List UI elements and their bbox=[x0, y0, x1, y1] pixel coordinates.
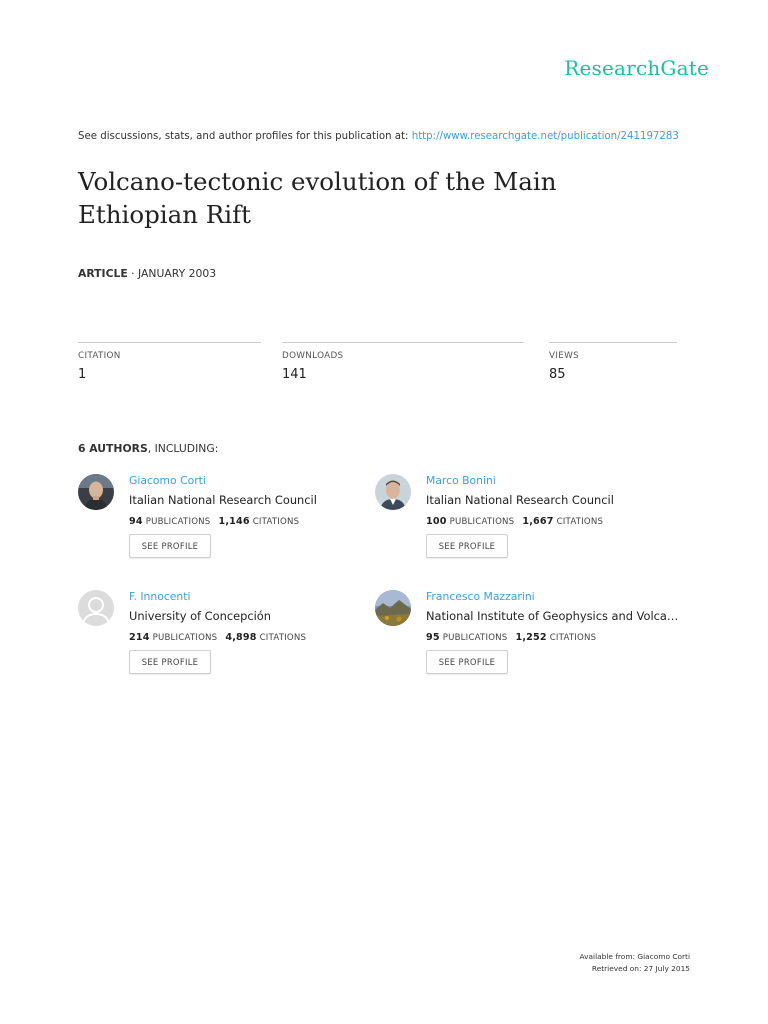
default-avatar-icon bbox=[78, 590, 114, 626]
author-name[interactable]: Giacomo Corti bbox=[129, 474, 206, 487]
stat-value: 141 bbox=[282, 367, 307, 382]
stat-citation bbox=[78, 342, 261, 382]
author-avatar[interactable] bbox=[78, 474, 114, 510]
publication-title: Volcano-tectonic evolution of the Main Ethiopian Rift bbox=[78, 167, 557, 229]
publications-count: 94 bbox=[129, 516, 143, 527]
citations-count: 4,898 bbox=[225, 632, 257, 643]
author-institution: National Institute of Geophysics and Volca… bbox=[426, 609, 679, 623]
publications-label: PUBLICATIONS bbox=[442, 633, 508, 643]
landscape-photo-icon bbox=[375, 590, 411, 626]
researchgate-logo[interactable]: ResearchGate bbox=[564, 56, 709, 80]
stat-label: VIEWS bbox=[549, 351, 579, 361]
author-name[interactable]: F. Innocenti bbox=[129, 590, 191, 603]
citations-count: 1,252 bbox=[515, 632, 547, 643]
citations-label: CITATIONS bbox=[549, 633, 597, 643]
citations-count: 1,667 bbox=[522, 516, 554, 527]
author-card bbox=[375, 590, 679, 700]
see-profile-button[interactable]: SEE PROFILE bbox=[129, 650, 211, 674]
publications-label: PUBLICATIONS bbox=[449, 517, 515, 527]
see-profile-button[interactable]: SEE PROFILE bbox=[426, 534, 508, 558]
publications-count: 100 bbox=[426, 516, 447, 527]
author-avatar[interactable] bbox=[78, 590, 114, 626]
author-name[interactable]: Marco Bonini bbox=[426, 474, 496, 487]
publications-count: 214 bbox=[129, 632, 150, 643]
author-institution: Italian National Research Council bbox=[426, 493, 614, 507]
author-name[interactable]: Francesco Mazzarini bbox=[426, 590, 535, 603]
author-avatar[interactable] bbox=[375, 474, 411, 510]
meta-separator: · bbox=[127, 267, 139, 280]
footer bbox=[580, 951, 690, 975]
citations-label: CITATIONS bbox=[556, 517, 604, 527]
see-profile-button[interactable]: SEE PROFILE bbox=[426, 650, 508, 674]
author-card bbox=[78, 590, 378, 700]
see-profile-button[interactable]: SEE PROFILE bbox=[129, 534, 211, 558]
stat-downloads bbox=[282, 342, 524, 382]
retrieved-on: Retrieved on: 27 July 2015 bbox=[591, 964, 690, 973]
stat-value: 1 bbox=[78, 367, 87, 382]
authors-suffix: , INCLUDING: bbox=[147, 442, 219, 455]
publications-label: PUBLICATIONS bbox=[145, 517, 211, 527]
authors-count: 6 AUTHORS bbox=[78, 442, 148, 455]
citations-label: CITATIONS bbox=[259, 633, 307, 643]
publication-date: JANUARY 2003 bbox=[138, 267, 217, 280]
author-stats bbox=[129, 632, 306, 643]
citations-label: CITATIONS bbox=[252, 517, 300, 527]
citations-count: 1,146 bbox=[218, 516, 250, 527]
publication-type: ARTICLE bbox=[78, 267, 128, 280]
author-institution: Italian National Research Council bbox=[129, 493, 317, 507]
author-stats bbox=[426, 632, 596, 643]
intro-line bbox=[78, 131, 679, 142]
available-from: Available from: Giacomo Corti bbox=[579, 952, 690, 961]
authors-header bbox=[78, 442, 218, 455]
stat-value: 85 bbox=[549, 367, 566, 382]
author-institution: University of Concepción bbox=[129, 609, 271, 623]
author-avatar[interactable] bbox=[375, 590, 411, 626]
publication-link[interactable]: http://www.researchgate.net/publication/241197283 bbox=[411, 131, 679, 142]
publication-meta bbox=[78, 267, 216, 280]
author-stats bbox=[129, 516, 299, 527]
publications-label: PUBLICATIONS bbox=[152, 633, 218, 643]
author-stats bbox=[426, 516, 603, 527]
stat-label: CITATION bbox=[78, 351, 121, 361]
stat-views bbox=[549, 342, 677, 382]
author-card bbox=[375, 474, 675, 584]
author-card bbox=[78, 474, 378, 584]
author-photo-icon bbox=[375, 474, 411, 510]
intro-text: See discussions, stats, and author profiles for this publication at: bbox=[78, 131, 409, 142]
author-photo-icon bbox=[78, 474, 114, 510]
stat-label: DOWNLOADS bbox=[282, 351, 344, 361]
publications-count: 95 bbox=[426, 632, 440, 643]
